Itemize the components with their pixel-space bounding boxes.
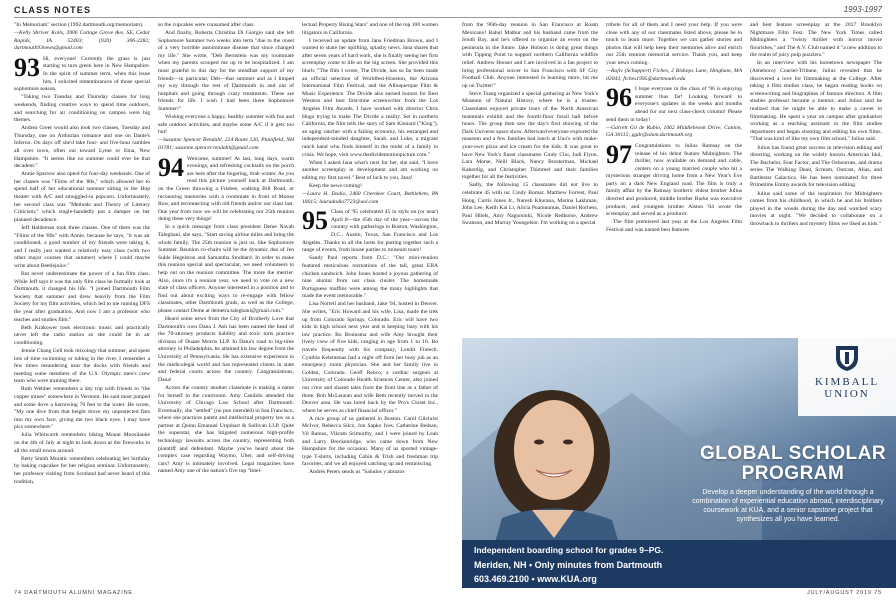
- paragraph: Annie Sparrow also opted for four-day weekends. One of her classes was "Films of the '80s," which allowed her to spend half of her educational summer sitting in the Hop theater with A/C and smuggled-in popcorn. Unfortunately, her second class was "Methods and Theory of Literary Criticism," which single-handedly put a damper on her planned decadence.: [14, 171, 150, 223]
- class-year-numeral: 96: [606, 86, 632, 113]
- paragraph: I received an update from Jana Friedman Brown, and I wanted to share her uplifting, splashy news. Jana shares that after seven years of hard work, she is finally seeing her first screenplay come to life on the big screen. She provided this blurb: "The film I wrote, The Divide, has so far been made an official selection of Worldfest-Houston, the Arizona International Film Festival, and the Albuquerque Film & Music Experience. The Divide also earned honors for Best Western and best first-time screenwriter from the Los Angeles Film Awards. I have worked with director Chris Hugo trying to make The Divide a reality. Set in northern California, the film tells the story of Sam Kinnard ("King"), an aging rancher with a failing economy, his estranged and independent-minded daughter, Sarah, and Luke, a migrant ranch hand who finds himself in the midst of a family in crisis. We hope, visit www.thedividemotionpicture.com.": [302, 37, 438, 158]
- logo-line-1: KIMBALL: [814, 376, 880, 388]
- page-number-left: 74: [14, 590, 22, 596]
- paragraph: Heard some news from the City of Brotherly Love that Dartmouth's own Dana J. Ash has been named the head of the 70-attorney products liability and toxic torts practice division of Duane Morris LLP. In Dana's road to big-time attorney in Philadelphia, he attained his law degree from the University of Pennsylvania. He has extensive experience in the medicolegal world and has represented clients in state and federal courts across the country. Congratulations, Dana!: [158, 316, 294, 383]
- paragraph: and best feature screenplay at the 2017 Brooklyn Nightmare Film Fest. The New York Times called Midnighters a "twisty thriller with horror movie flourishes," and The A.V. Club named it "a new addition to the realm of juicy pulp puzzlers.": [750, 22, 882, 59]
- column-2: [158, 22, 294, 582]
- paragraph: Andrea Greer would also took two classes, Tuesday and Thursday, one on Arthurian romance and one on Dante's Inferno. On days off she'd take four- and five-hour rambles all over town, often out toward Lyme or Etna, New Hampshire. "It seems like no summer could ever be that decadent.": [14, 125, 150, 170]
- footer-right: [807, 590, 882, 596]
- column-1: [14, 22, 150, 582]
- class-note-1996: [606, 86, 742, 124]
- paragraph: so the cupcakes were consumed after class.: [158, 22, 255, 28]
- class-note-1993: [14, 56, 150, 94]
- class-note-1994: [158, 156, 294, 225]
- paragraph: "Taking two Tuesday and Thursday classes for long weekends, finding creative ways to spend time outdoors, and searching for air conditioning on campus were big themes.: [14, 94, 150, 124]
- paragraph: But never underestimate the power of a fun film class. While Jeff says it was the only film class he formally took at Dartmouth, it changed his life. "I joined Dartmouth Film Society that summer and drew heavily from the Film Society for my film activities, which led to me running DFS the year after graduation. And now I am a professor who teaches and studies film.": [14, 271, 150, 323]
- paragraph: lectual Property Rising Stars" and one of the top 100 women litigators in California.: [302, 22, 438, 36]
- paragraph: Congratulations to Julius Ramsay on the release of his debut feature Midnighters. The thriller, now available on demand and cable, centers on a young married couple who hit a mysterious stranger driving home from a New Year's Eve party on a dark New England road. The film is truly a family affair by the Ramsay brothers: eldest brother Julius directed and produced, middle brother Burke was executive producer, and youngest brother Alston '04 wrote the screenplay and served as a producer.: [606, 142, 742, 218]
- paragraph: Betty Smith Muratic remembers celebrating her birthday by baking cupcakes for her religion seminar. Unfortunately, her professor visiting from Scotland had never heard of this tradition,: [14, 455, 150, 485]
- headline-line-1: GLOBAL SCHOLAR: [699, 443, 887, 464]
- section-title: CLASS NOTES: [14, 5, 92, 15]
- school-logo-text: [804, 376, 890, 400]
- page-header: [0, 0, 896, 18]
- class-years-range: 1993-1997: [843, 5, 882, 14]
- paragraph: I hope everyone in the class of '96 is enjoying summer thus far! Looking forward to everyone's updates in the weeks and months ahead for our next class-check column! Please send them in today!: [606, 86, 742, 123]
- paragraph: Sadly, the following 15 classmates did not live to celebrate 45 with us: Cindy Bomar, Matthew Forrest, Paul Hong, Curtis Jones Jr., Naresh Khurana, Marina Lakhman, John Lee, Keith Kai Li, Alicia Puamuumas, Daniel Rorhess, Paul Hliels, Amy Nagursinki, Nicole Redhorse, Andrew Swanson, and Murray Youngelsor. I'm working on a special: [462, 182, 598, 227]
- paragraph: Keep the news coming!: [309, 182, 362, 189]
- paragraph: Julia Whitworth remembers hiking Mount Moosilauke on the 4th of July at night to look down at the fireworks in all the small towns around.: [14, 432, 150, 454]
- column-5: [606, 22, 742, 334]
- class-secretary-signature: —Kelly Shriver Kolls, 3906 Cottage Grove Ave, SE, Cedar Rapids, IA 52403; (920) 306-2282; dartmouth93news@gmail.com: [14, 30, 150, 52]
- paragraph: When I asked Jana what's next for her, she said, "I have another screenplay in development and am working on editing my first novel." Best of luck to you, Jana!: [302, 159, 438, 181]
- class-year-numeral: 95: [302, 209, 328, 236]
- footer-left: [14, 590, 133, 596]
- paragraph: Beth Krakower took electronic music and practically never left the radio station so she could be in air conditioning.: [14, 324, 150, 346]
- logo-line-2: UNION: [824, 388, 870, 400]
- paragraph: "In Memoriam" section (1992.dartmouth.org/memoriam).: [14, 22, 144, 28]
- school-crest-icon: [834, 344, 860, 372]
- headline-line-2: PROGRAM: [741, 463, 845, 484]
- paragraph: Jennie Chang Gell took mixology that summer, and spent lots of time swimming or tubing in the river. I remember a few times meandering near the docks with friends and meeting some members of the U.S. Olympic men's crew team who were training there.: [14, 347, 150, 385]
- paragraph: Julius has found great success in television editing and directing, working on the widely known American Idol, The Bachelor, Fear Factor, and The Osbournes, and drama series The Walking Dead, Scream, Outcast, Alias, and Battlestar Galactica. He has been nominated for three Primetime Emmy awards for television editing.: [750, 144, 882, 189]
- class-note-1995: [302, 209, 438, 255]
- paragraph: Welcome, summer! At last, long days, warm evenings, and refreshing cocktails on the porch are here after the lingering, drab winter. As you read this picture yourself back at Dartmouth, on the Green throwing a Frisbee, walking Bill Road, or recounting memories with a roommate in front of Moose Row, and reconnecting with old friends and/or our class last. One year from now we will be celebrating our 25th reunion doing these very things!: [158, 155, 294, 223]
- column-6: [750, 22, 882, 334]
- ad-headline: [698, 444, 888, 484]
- class-year-numeral: 93: [14, 55, 40, 82]
- page-number-right: 75: [874, 590, 882, 596]
- paragraph: Lisa Nortell and her husband, Jake '94, hosted in Denver. She writes, "Eric Howard and his wife, Lisa, made the trek up from Colorado Springs, Colorado. Eric will have two kids in high school next year and is keeping busy with his law practice. Bo Bruinsma and wife Amy brought their lively crew of five kids, ranging in age from 1 to 16. Bo travels frequently with his company, Lendit Fintech. Cynthia Kelemenas had a night off from her busy job as an emergency room physician. She and her family live in Golden, Colorado. Geoff Renco, a cardiac surgeon at University of Colorado Health Sciences Center, also joined our crew and shared tales from the front line as a father of three. Rob McLennan and wife Beth recently moved to the Denver area. He was lured back by the Pro's Closet Inc., where he serves as chief financial officer.": [302, 301, 438, 414]
- paragraph: A nice group of us gathered in Boston. Carol Gilchrist McIvor, Rebecca Silcz, Jon Sapko Ives, Catherine Bedsan, Vil Ramos, Vikram Srimurthy, and I were joined by Leah and Larry Breckenridge, who came down from New Hampshire for the occasion. Many of us sported vintage-type T-shirts, including Cobin & Trish and freshman trip favorites, and we all enjoyed catching up and reminiscing.: [302, 415, 438, 468]
- paragraph: Sandy Paul reports from D.C.: "Our mini-reunion featured meticulous recreations of the tall, great EBA chicken sandwich. John Jones hosted a joyous gathering of nine alumni from our class cluster. The homemade Portuguese muffins were among the many highlights that made the event memorable.": [302, 255, 438, 300]
- class-note-1997: [606, 143, 742, 219]
- paragraph: In an interview with his hometown newspaper The (Asheboro) Courier-Tribune, Julius revealed that he discovered a love for filmmaking at the College. After taking a film studies class, he began reading books on screenwriting and biographies of famous directors. A film studies professor became a mentor, and Julius said he realized that he might be able to make a career in filmmaking. He spent a year on campus after graduation working as a teaching assistant in the film studies department and began shooting and editing his own films. "That was kind of like my own film school," Julius said.: [750, 60, 882, 143]
- class-year-numeral: 97: [606, 142, 632, 169]
- publication-name: DARTMOUTH ALUMNI MAGAZINE: [24, 590, 133, 596]
- class-secretary-signature: —Suzanne Spencer Rendahl, 224 Route 120, Plainfield, NH 03781; suzanne.spencer.rendahl@gmail.com: [158, 137, 294, 151]
- ad-location: Meriden, NH • Only minutes from Dartmouth: [474, 560, 663, 570]
- paragraph: And finally, Roberta Christina Di Giorgio said she left Sophomore Summer two weeks into term "due to the onset of a very horrible autoimmune disease that since changed my life." She wrote, "Deb Bernstein was my roommate when my parents scooped me up to be hospitalized. I am most grateful to this day for the steadfast support of my friends—in particular, Deb—that summer and as I limped my way through the rest of Dartmouth in and out of hospitals and going through crazy treatments. These are friends for life. I wish I had been there Sophomore Summer!": [158, 30, 294, 113]
- paragraph: Class of '95 celebrated 45 in style on (or near) April 8—the 45th day of the year—across the country with gatherings in Boston, Washington, D.C., Austin, Texas, San Francisco and Los Angeles. Thanks to all the hosts for putting together such a range of events, from house parties to museum tours!: [302, 209, 438, 254]
- ad-tagline: Independent boarding school for grades 9–PG.: [474, 545, 664, 555]
- page-footer: [0, 589, 896, 600]
- header-rule: [14, 17, 882, 18]
- kimball-union-ad[interactable]: [462, 338, 896, 588]
- issue-date: JULY/AUGUST 2019: [806, 590, 872, 596]
- paragraph: In a quick message from class president Deme Navab Taleghani, she says, "Start saving airline miles and bring the whole family. The 25th reunion is just us, like Sophomore Summer. Reunion co-chairs will be the dynamic duo of Jen Suhle Hegelston and Samantha Stoddard. In order to make this reunion special and spectacular, we need volunteers to help out on the reunion committee. The more the merrier. Also, since it's a reunion year, we need to vote on a new slate of class officers. Anyone interested in a position and to find out about exciting ways to re-engage with fellow classmates, other Dartmouth grads, as well as the College, please contact Deme at demetra.taleghani@gmail.com.": [158, 224, 294, 314]
- paragraph: Andrés Peters sends us "Saludos y abrazos: [309, 469, 405, 476]
- class-secretary-signature: —Garrett Gil de Rubio, 1062 Middlebrook Drive, Canton, GA 30115; ggdr@alum.dartmouth.org: [606, 124, 742, 139]
- class-year-numeral: 94: [158, 155, 184, 182]
- ad-phone-web[interactable]: 603.469.2100 • www.KUA.org: [474, 574, 597, 584]
- paragraph: from the 96th-day reunion in San Francisco at Roam Mexicano! Rahul Mathur and his husband came from the South Bay, and he's offered to organize an event on the peninsula in the future. Jake Hobson is doing great things with Tipping Point to support northern California wildfire relief. Andrew Hooser and I are involved in a fan project to bring professional soccer to San Francisco with SF City Football Club. Anyone interested in learning more, hit me up on Twitter!": [462, 22, 598, 89]
- paragraph: Jeff Haldeman took three classes. One of them was the "Films of the '80s" with Annie, because he says, "it was air conditioned, a good number of my friends were taking it, and I really just wanted a relatively easy class (with two other major courses that summer) where I could maybe write about Beetlejuice.": [14, 224, 150, 269]
- paragraph: Steve Tsang organized a special gathering at New York's Museum of Natural History, where he is a trustee. Classmates enjoyed private tours of the North American mammals exhibit and the fourth-floor fossil hall before hours. The group then saw the day's first showing of the Dark Universe space show. Afterward everyone explored the museum and a few families had lunch at Uno's with make-your-own pizza and ice cream for the kids. It was great to have New York's finest classmates Cindy Chu, Judi Flynn, Lara Morse, Neill Black, Nancy Brosterman, Michael Kaberdig, and Christopher Thimmel and their families together for all the festivities.: [462, 90, 598, 181]
- paragraph: Julius said some of the inspiration for Midnighters comes from his childhood, in which he and his brothers played in the woods during the day and watched scary movies at night. "We decided to collaborate on a throwback to thrillers and mystery films we liked as kids.": [750, 190, 882, 227]
- paragraph: Ruth Webber remembers a day trip with friends to "the copper mines" somewhere in Vermont. He said most jumped and some dove a harrowing 70 feet to the water. He wrote, "My one dive from that height drove my unprotected fists into my own face, giving me two black eyes. I may have pics somewhere.": [14, 386, 150, 431]
- paragraph: tribute for all of them and I need your help. If you were close with any of our classmates listed above, please be in touch to learn more. Together we can gather stories and photos that will help keep their memories alive and enrich our 25th reunion memorial service. Thank you, and keep your news coming.: [606, 22, 742, 66]
- paragraph: Wishing everyone a happy, healthy summer with fun and safe outdoor activities, and maybe some A/C if it gets too hot!: [158, 114, 294, 136]
- column-3: [302, 22, 438, 582]
- class-secretary-signature: —Rajiv (Schappert) Fiches, 2 Bishops Lane, Hingham, MA 02043; fiches1995@dartmouth.edu: [606, 68, 742, 82]
- column-4: [462, 22, 598, 334]
- class-secretary-signature: —Laura H. Dadio, 2460 Cherokee Court, Bethlehem, PA 18015; lauradadio7723@aol.com: [302, 191, 438, 205]
- ad-body-copy: Develop a deeper understanding of the world through a combination of experiential education abroad, interdisciplinary coursework at KUA, and a senior capstone project that synthesizes all you have learned.: [692, 489, 884, 523]
- paragraph: Hi, everyone! Currently the grass is just starting to turn green here in New Hampshire. In the spirit of summer term, when this issue hits, I solicited remembrances of those special sophomore season.: [14, 55, 150, 93]
- paragraph: The film premiered last year at the Los Angeles Film Festival and was named best features: [606, 219, 742, 233]
- paragraph: Across the country another classmate is making a name for herself in the courtroom. Amy Candido attended the University of Chicago Law School after Dartmouth. Eventually, she "settled" (no pun intended) in San Francisco, where she practices patent and intellectual property law as a partner at Quinn Emanuel Urquhart & Sullivan LLP. Quite the superstar, she has litigated numerous high-profile technology lawsuits across the country, representing both plaintiff and defendant. Maybe you've heard about the complex case regarding Waymo, Uber, and self-driving cars? Amy is intimately involved. Legal magazines have named Amy one of the nation's five top "Intel-: [158, 384, 294, 475]
